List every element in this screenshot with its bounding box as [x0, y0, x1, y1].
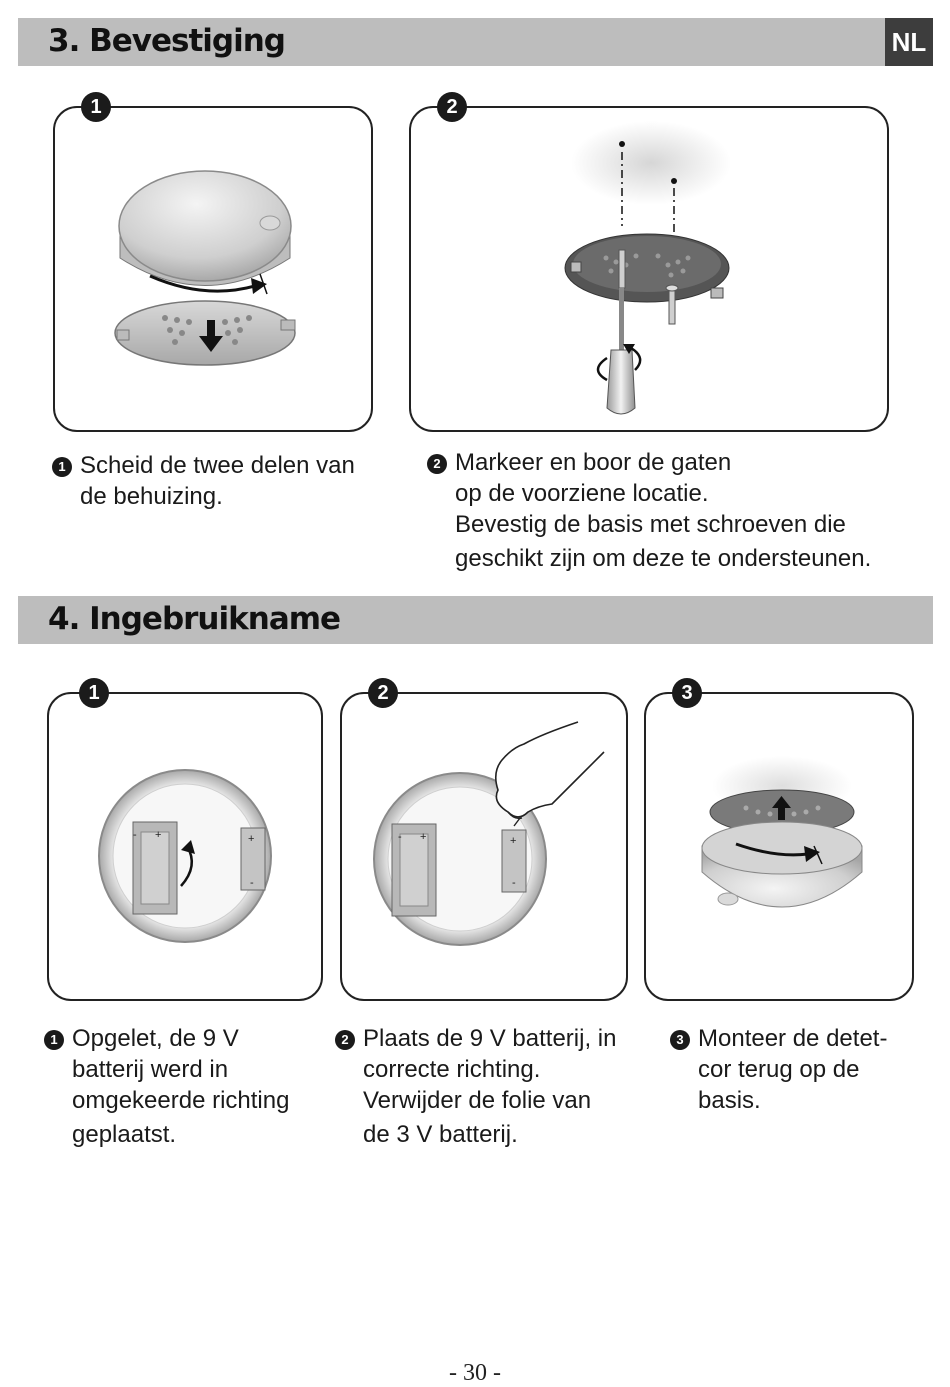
- language-badge: NL: [885, 18, 933, 66]
- battery-plus-label: +: [420, 831, 427, 843]
- startup-step-3-caption: [670, 1023, 887, 1116]
- battery-minus-label: -: [512, 877, 516, 889]
- caption-line: geschikt zijn om deze te ondersteunen.: [455, 545, 872, 572]
- step-badge: 2: [368, 678, 398, 708]
- caption-line: geplaatst.: [72, 1121, 177, 1148]
- section-4-title: 4. Ingebruikname: [48, 601, 341, 637]
- caption-line: Bevestig de basis met schroeven die: [455, 511, 846, 538]
- caption-line: basis.: [698, 1087, 761, 1114]
- step-badge: 2: [437, 92, 467, 122]
- battery-minus-label: -: [133, 829, 137, 841]
- battery-plus-label: +: [248, 833, 255, 845]
- startup-step-3-panel: [644, 681, 914, 1001]
- caption-line: Verwijder de folie van: [363, 1087, 592, 1114]
- caption-line: 1 Opgelet, de 9 V: [44, 1023, 289, 1054]
- insert-battery-illustration: [342, 694, 626, 999]
- caption-line: batterij werd in: [72, 1056, 229, 1083]
- mounting-step-1-caption: [52, 450, 355, 512]
- startup-step-2-caption: [335, 1023, 616, 1150]
- caption-line: op de voorziene locatie.: [455, 480, 709, 507]
- caption-line: correcte richting.: [363, 1056, 541, 1083]
- battery-minus-label: -: [250, 877, 254, 889]
- remount-detector-illustration: [646, 694, 912, 999]
- startup-step-1-caption: [44, 1023, 289, 1150]
- mounting-step-2-caption: [427, 447, 871, 574]
- caption-line: 1 Scheid de twee delen van: [52, 450, 355, 481]
- page-number: - 30 -: [449, 1360, 501, 1386]
- caption-line: 2 Markeer en boor de gaten: [427, 447, 871, 478]
- screw-base-illustration: [411, 108, 887, 430]
- step-badge: 1: [79, 678, 109, 708]
- mounting-step-1-panel: [53, 95, 373, 432]
- caption-line: de behuizing.: [80, 483, 223, 510]
- caption-line: omgekeerde richting: [72, 1087, 290, 1114]
- step-badge: 1: [81, 92, 111, 122]
- section-3-header: [18, 18, 933, 66]
- step-bullet: 3: [670, 1030, 690, 1050]
- caption-line: 2 Plaats de 9 V batterij, in: [335, 1023, 616, 1054]
- caption-line: 3 Monteer de detet-: [670, 1023, 887, 1054]
- caption-line: de 3 V batterij.: [363, 1121, 518, 1148]
- detach-housing-illustration: [55, 108, 371, 430]
- step-bullet: 1: [52, 457, 72, 477]
- section-4-header: [18, 596, 933, 644]
- step-bullet: 2: [427, 454, 447, 474]
- section-3-title: 3. Bevestiging: [48, 23, 285, 59]
- step-badge: 3: [672, 678, 702, 708]
- battery-plus-label: +: [510, 835, 517, 847]
- battery-reversed-illustration: [49, 694, 321, 999]
- startup-step-2-panel: [340, 681, 628, 1001]
- startup-step-1-panel: [47, 681, 323, 1001]
- caption-line: cor terug op de: [698, 1056, 860, 1083]
- battery-minus-label: -: [398, 831, 402, 843]
- battery-plus-label: +: [155, 829, 162, 841]
- step-bullet: 1: [44, 1030, 64, 1050]
- mounting-step-2-panel: [409, 95, 889, 432]
- step-bullet: 2: [335, 1030, 355, 1050]
